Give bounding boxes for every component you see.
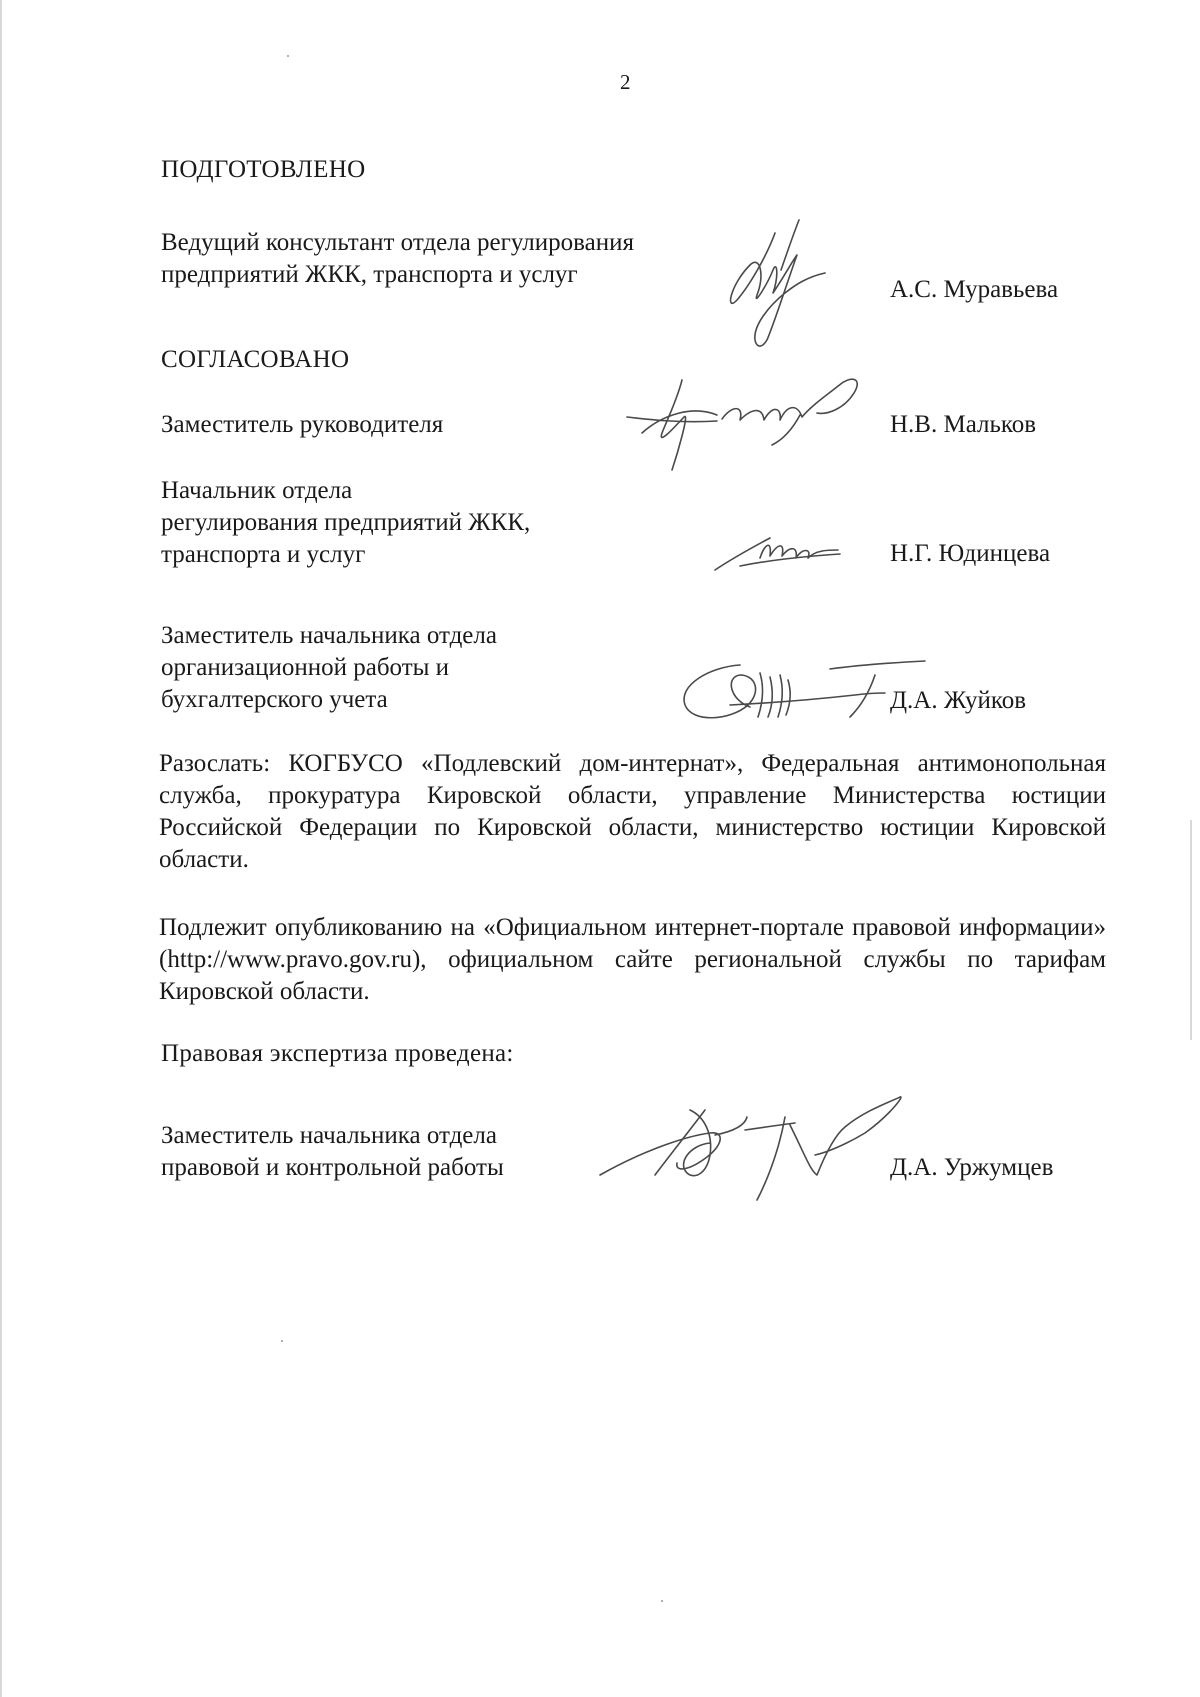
publication-note: Подлежит опубликованию на «Официальном интернет-портале правовой информации» (http://www.pravo.gov.ru), официальном сайте региональной службы по тарифам Кировской области. (159, 914, 1106, 1005)
page-number: 2 (620, 70, 631, 94)
legal-review-heading: Правовая экспертиза проведена: (161, 1040, 514, 1067)
signer-2-position: Начальник отдела регулирования предприятий ЖКК, транспорта и услуг (161, 477, 531, 568)
scan-edge-right (1190, 820, 1192, 1040)
signer-3-position: Заместитель начальника отдела организационной работы и бухгалтерского учета (161, 622, 497, 713)
distribution-list: Разослать: КОГБУСО «Подлевский дом-интернат», Федеральная антимонопольная служба, прокуратура Кировской области, управление Министерства юстиции Российской Федерации по Кировской области, министерство юстиции Кировской области. (159, 750, 1106, 873)
legal-review-position: Заместитель начальника отдела правовой и контрольной работы (161, 1122, 504, 1181)
prepared-heading: ПОДГОТОВЛЕНО (161, 156, 366, 183)
signer-1-name: Н.В. Мальков (890, 411, 1037, 438)
signature-muravyeva (715, 215, 830, 355)
legal-review-name: Д.А. Уржумцев (890, 1154, 1054, 1181)
agreed-heading: СОГЛАСОВАНО (161, 346, 350, 373)
signer-3-name: Д.А. Жуйков (890, 687, 1027, 714)
signature-urzhumtsev (595, 1075, 925, 1205)
signature-malkov (622, 375, 882, 475)
scan-edge-left (0, 0, 2, 1697)
signer-1-position: Заместитель руководителя (161, 411, 444, 438)
signer-2-name: Н.Г. Юдинцева (890, 540, 1051, 567)
prepared-position: Ведущий консультант отдела регулирования предприятий ЖКК, транспорта и услуг (161, 229, 634, 288)
scan-speck (661, 1600, 663, 1602)
signature-zhuikov (670, 645, 940, 730)
scan-speck (281, 1340, 283, 1342)
signature-yudintseva (710, 528, 845, 578)
prepared-name: А.С. Муравьева (890, 276, 1059, 303)
scan-speck (287, 55, 289, 57)
